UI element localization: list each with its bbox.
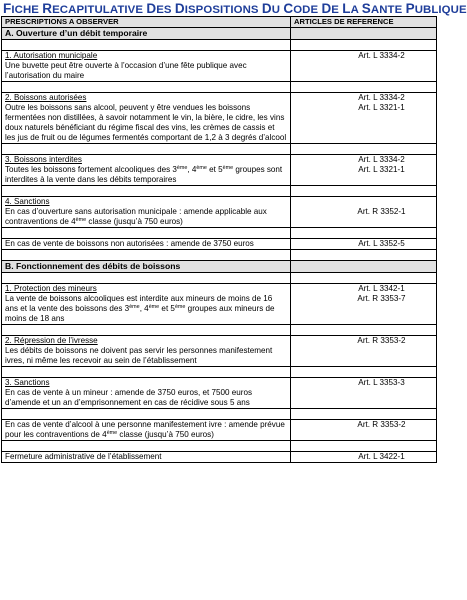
table-row [2,51,437,82]
article-ref: Art. L 3334-2 [358,51,405,60]
spacer-row [2,325,437,336]
table-row [2,197,437,228]
table-row [2,239,437,250]
spacer-row [2,409,437,420]
article-refs [291,284,437,325]
spacer-row [2,228,437,239]
header-articles: ARTICLES DE REFERENCE [291,17,437,28]
table-row [2,420,437,441]
prescription-text: En cas de vente d’alcool à une personne manifestement ivre : amende prévue pour les contraventions de 4ème classe (jusqu’à 750 euros) [5,420,285,439]
article-refs [291,336,437,367]
article-refs [291,452,437,463]
table-row [2,155,437,186]
article-ref: Art. L 3353-3 [358,378,405,387]
spacer-row [2,186,437,197]
article-ref: Art. R 3353-7 [357,294,406,303]
prescription-text: La vente de boissons alcooliques est interdite aux mineurs de moins de 16 ans et la vente des boissons des 3ème, 4ème et 5ème groupes aux mineurs de moins de 18 ans [5,294,275,323]
spacer-row [2,273,437,284]
subsection-title: 1. Protection des mineurs [5,284,97,293]
spacer-row [2,441,437,452]
prescription-text: Une buvette peut être ouverte à l’occasion d’une fête publique avec l’autorisation du maire [5,61,247,80]
article-ref: Art. L 3422-1 [358,452,405,461]
article-ref: Art. R 3353-2 [357,420,406,429]
subsection-title: 2. Répression de l’ivresse [5,336,98,345]
table-row [2,452,437,463]
article-ref: Art. L 3334-2 [358,93,405,102]
prescription-text: Outre les boissons sans alcool, peuvent y être vendues les boissons fermentées non distillées, à savoir notamment le vin, la bière, le cidre, les vins doux naturels bénéficiant du régime fiscal des vins, les crèmes de cassis et les jus de fruit ou de légumes fermentés comportant de 1,2 à 3 degrés d’alcool [5,103,287,142]
document-title: FICHE RECAPITULATIVE DES DISPOSITIONS DU CODE DE LA SANTE PUBLIQUE [3,1,467,16]
table-row [2,93,437,144]
prescription-text: Toutes les boissons fortement alcooliques des 3ème, 4ème et 5ème groupes sont interdites à la vente dans les débits temporaires [5,165,283,184]
prescriptions-table [1,16,437,463]
spacer-row [2,82,437,93]
article-refs [291,155,437,186]
table-row [2,284,437,325]
article-ref: Art. L 3352-5 [358,239,405,248]
prescription-text: Les débits de boissons ne doivent pas servir les personnes manifestement ivres, ni même les recevoir au sein de l’établissement [5,346,273,365]
article-refs [291,93,437,144]
spacer-row [2,367,437,378]
article-refs [291,378,437,409]
article-refs [291,197,437,228]
prescription-text: En cas d’ouverture sans autorisation municipale : amende applicable aux contraventions de 4ème classe (jusqu’à 750 euros) [5,207,267,226]
subsection-title: 4. Sanctions [5,197,50,206]
article-ref: Art. L 3321-1 [358,165,405,174]
subsection-title: 3. Sanctions [5,378,50,387]
prescription-text: Fermeture administrative de l’établissement [5,452,162,461]
prescription-text: En cas de vente à un mineur : amende de 3750 euros, et 7500 euros d’amende et un an d’emprisonnement en cas de récidive sous 5 ans [5,388,253,407]
subsection-title: 3. Boissons interdites [5,155,82,164]
article-refs [291,420,437,441]
subsection-title: 1. Autorisation municipale [5,51,98,60]
table-header [2,17,437,28]
spacer-row [2,40,437,51]
subsection-title: 2. Boissons autorisées [5,93,87,102]
section-a-title: A. Ouverture d’un débit temporaire [2,28,291,40]
section-a-header [2,28,437,40]
article-ref: Art. L 3321-1 [358,103,405,112]
article-ref: Art. L 3342-1 [358,284,405,293]
article-ref: Art. R 3352-1 [357,207,406,216]
table-row [2,378,437,409]
article-refs [291,51,437,82]
article-refs [291,239,437,250]
header-prescriptions: PRESCRIPTIONS A OBSERVER [2,17,291,28]
section-b-header [2,261,437,273]
table-row [2,336,437,367]
spacer-row [2,250,437,261]
section-b-title: B. Fonctionnement des débits de boissons [2,261,291,273]
article-ref: Art. L 3334-2 [358,155,405,164]
article-ref: Art. R 3353-2 [357,336,406,345]
prescription-text: En cas de vente de boissons non autorisées : amende de 3750 euros [5,239,254,248]
spacer-row [2,144,437,155]
